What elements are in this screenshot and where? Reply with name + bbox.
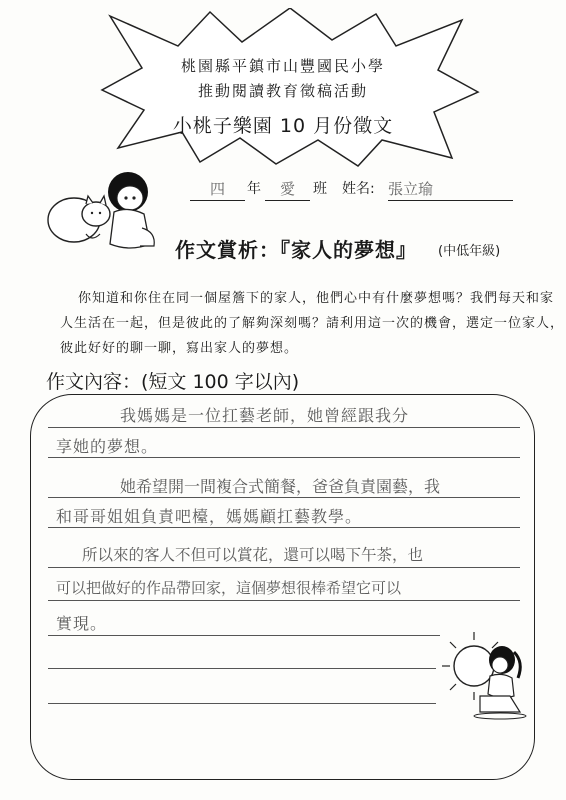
contest-title: 小桃子樂園 10 月份徵文 bbox=[172, 115, 394, 137]
writing-rule bbox=[48, 527, 520, 528]
essay-line: 我媽媽是一位扛藝老師，她曾經跟我分 bbox=[120, 406, 410, 425]
content-label: 作文內容：(短文 100 字以內) bbox=[46, 371, 300, 393]
girl-with-cat-illustration bbox=[46, 168, 164, 252]
girl-with-sun-illustration bbox=[440, 630, 530, 720]
school-name: 桃園縣平鎮市山豐國民小學 bbox=[180, 57, 385, 75]
writing-rule bbox=[48, 635, 440, 636]
writing-rule bbox=[48, 427, 520, 428]
name-value: 張立瑜 bbox=[388, 180, 434, 198]
writing-rule bbox=[48, 457, 520, 458]
prompt-line: 彼此好好的聊一聊，寫出家人的夢想。 bbox=[60, 341, 299, 356]
grade-label: 年 bbox=[247, 181, 261, 197]
essay-line: 可以把做好的作品帶回家，這個夢想很棒希望它可以 bbox=[56, 579, 402, 597]
writing-rule bbox=[48, 600, 520, 601]
name-label: 姓名: bbox=[342, 181, 375, 197]
essay-line: 她希望開一間複合式簡餐，爸爸負責園藝，我 bbox=[120, 477, 441, 496]
prompt-line: 你知道和你住在同一個屋簷下的家人，他們心中有什麼夢想嗎？我們每天和家 bbox=[78, 291, 555, 306]
grade-value: 四 bbox=[209, 180, 225, 198]
grade-field[interactable] bbox=[190, 178, 245, 201]
class-label: 班 bbox=[313, 181, 327, 197]
activity-name: 推動閱讀教育徵稿活動 bbox=[197, 82, 368, 100]
essay-line: 實現。 bbox=[56, 614, 108, 633]
essay-line: 所以來的客人不但可以賞花，還可以喝下午茶，也 bbox=[82, 546, 424, 564]
writing-rule bbox=[48, 668, 436, 669]
essay-line: 和哥哥姐姐負責吧檯，媽媽顧扛藝教學。 bbox=[56, 507, 363, 526]
essay-line: 享她的夢想。 bbox=[56, 437, 159, 456]
essay-theme-title: 作文賞析：『家人的夢想』 bbox=[175, 238, 417, 262]
writing-rule bbox=[48, 497, 520, 498]
prompt-line: 人生活在一起，但是彼此的了解夠深刻嗎？請利用這一次的機會，選定一位家人， bbox=[60, 316, 565, 331]
name-field[interactable] bbox=[388, 178, 513, 201]
class-value: 愛 bbox=[279, 180, 295, 198]
writing-rule bbox=[48, 567, 520, 568]
writing-rule bbox=[48, 703, 436, 704]
class-field[interactable] bbox=[265, 178, 310, 201]
grade-level-note: (中低年級) bbox=[438, 244, 501, 259]
